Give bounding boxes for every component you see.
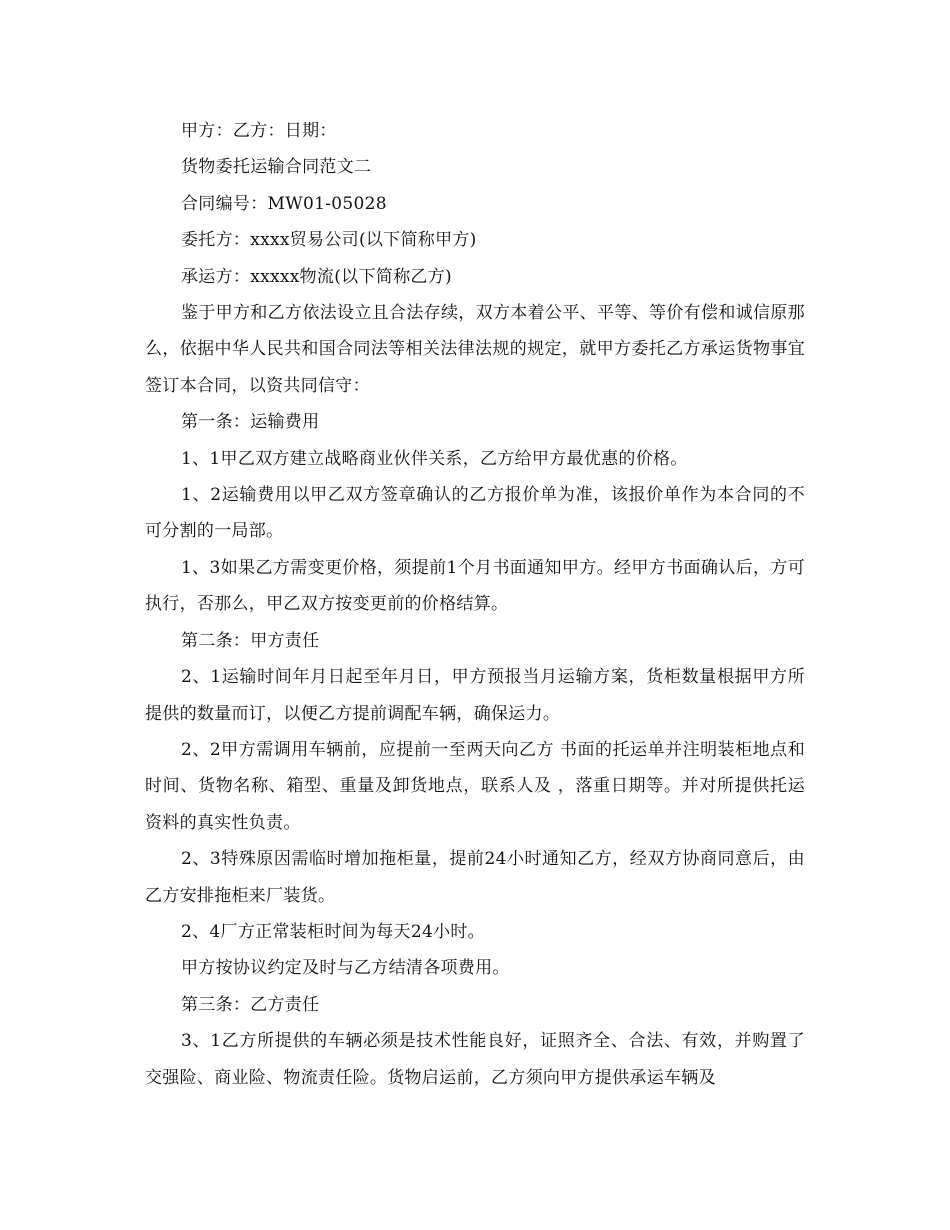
clause-2-3: 2、3特殊原因需临时增加拖柜量，提前24小时通知乙方，经双方协商同意后，由乙方安排拖柜来厂装货。: [145, 849, 805, 906]
clause-2-2: 2、2甲方需调用车辆前，应提前一至两天向乙方 书面的托运单并注明装柜地点和时间、货物名称、箱型、重量及卸货地点，联系人及 ，落重日期等。并对所提供托运资料的真实性负责。: [145, 739, 805, 833]
clause-2-1: 2、1运输时间年月日起至年月日，甲方预报当月运输方案，货柜数量根据甲方所提供的数量而订，以便乙方提前调配车辆，确保运力。: [145, 667, 805, 724]
document-body: [145, 113, 805, 1096]
document-title: 货物委托运输合同范文二: [181, 157, 372, 178]
clause-3-1: 3、1乙方所提供的车辆必须是技术性能良好，证照齐全、合法、有效，并购置了交强险、商业险、物流责任险。货物启运前，乙方须向甲方提供承运车辆及: [145, 1031, 805, 1088]
client-party: 委托方：xxxx贸易公司(以下简称甲方): [181, 230, 477, 251]
contract-number: 合同编号：MW01-05028: [181, 193, 387, 214]
clause-2-4: 2、4厂方正常装柜时间为每天24小时。: [181, 921, 485, 942]
clause-1-2: 1、2运输费用以甲乙双方签章确认的乙方报价单为准，该报价单作为本合同的不可分割的一局部。: [145, 485, 805, 542]
header-parties-date: 甲方：乙方：日期：: [181, 121, 337, 141]
carrier-party: 承运方：xxxxx物流(以下简称乙方): [181, 266, 452, 287]
article-3-heading: 第三条：乙方责任: [181, 994, 320, 1015]
article-2-heading: 第二条：甲方责任: [181, 630, 320, 651]
preamble-paragraph: 鉴于甲方和乙方依法设立且合法存续，双方本着公平、平等、等价有偿和诚信原那么，依据中华人民共和国合同法等相关法律法规的规定，就甲方委托乙方承运货物事宜签订本合同，以资共同信守：: [145, 303, 805, 396]
clause-1-3: 1、3如果乙方需变更价格，须提前1个月书面通知甲方。经甲方书面确认后，方可执行，否那么，甲乙双方按变更前的价格结算。: [145, 557, 805, 615]
clause-1-1: 1、1甲乙双方建立战略商业伙伴关系，乙方给甲方最优惠的价格。: [181, 448, 688, 469]
settlement-paragraph: 甲方按协议约定及时与乙方结清各项费用。: [181, 958, 510, 979]
article-1-heading: 第一条：运输费用: [181, 412, 320, 433]
